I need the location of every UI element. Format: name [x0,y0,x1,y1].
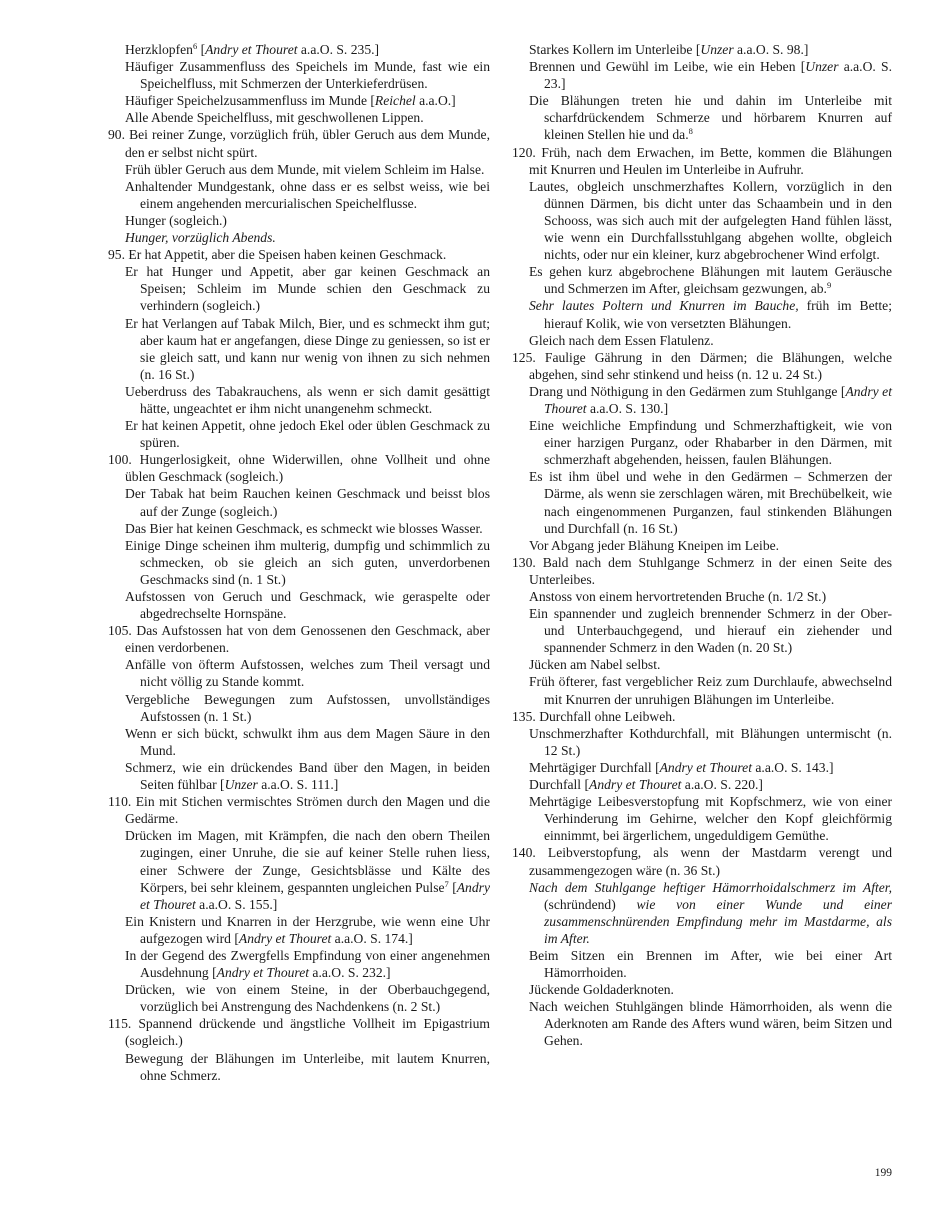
symptom-entry: Er hat keinen Appetit, ohne jedoch Ekel oder üblen Geschmack zu spüren. [125,418,490,451]
symptom-entry: Er hat Verlangen auf Tabak Milch, Bier, und es schmeckt ihm gut; aber kaum hat er angefangen, diese Dinge zu geniessen, so ist er sie gleich satt, und kann nur wenig von ihnen zu sich nehmen (n. 16 St.) [125,315,490,382]
symptom-entry: Eine weichliche Empfindung und Schmerzhaftigkeit, wie von einer harzigen Purganz, oder Rhabarber in den Därmen, mit schmerzhaft abgehenden, heissen, faulen Blähungen. [529,418,892,468]
symptom-entry: Gleich nach dem Essen Flatulenz. [529,332,714,348]
symptom-entry: Anstoss von einem hervortretenden Bruche (n. 1/2 St.) [529,589,827,604]
symptom-entry: Häufiger Speichelzusammenfluss im Munde [Reichel a.a.O.] [125,93,456,109]
symptom-entry: Jücken am Nabel selbst. [529,657,661,673]
symptom-entry: Nach weichen Stuhlgängen blinde Hämorrhoiden, als wenn die Aderknoten am Rande des Afters wund wären, beim Sitzen und Gehen. [529,999,892,1049]
numbered-entry: 130. Bald nach dem Stuhlgange Schmerz in der einen Seite des Unterleibes. [512,554,892,587]
symptom-entry: Ein Knistern und Knarren in der Herzgrube, wie wenn eine Uhr aufgezogen wird [Andry et Thouret a.a.O. S. 174.] [125,913,490,946]
symptom-entry: Drang und Nöthigung in den Gedärmen zum Stuhlgange [Andry et Thouret a.a.O. S. 130.] [529,383,892,416]
symptom-entry: Er hat Hunger und Appetit, aber gar keinen Geschmack an Speisen; Schleim im Munde schien den Geschmack zu verhindern (sogleich.) [125,264,490,314]
symptom-entry: Hunger, vorzüglich Abends. [125,230,276,246]
symptom-entry: In der Gegend des Zwergfells Empfindung von einer angenehmen Ausdehnung [Andry et Thouret a.a.O. S. 232.] [125,947,490,981]
symptom-entry: Hunger (sogleich.) [125,212,227,228]
symptom-entry: Unschmerzhafter Kothdurchfall, mit Blähungen untermischt (n. 12 St.) [529,725,892,758]
symptom-entry: Mehrtägige Leibesverstopfung mit Kopfschmerz, wie von einer Verhinderung im Gehirne, welcher den Kopf gleichförmig einnimmt, bei ärgerlichem, ungeduldigem Gemüthe. [529,794,892,844]
symptom-entry: Ueberdruss des Tabakrauchens, als wenn er sich damit gesättigt hätte, ungeachtet er ihm nicht unangenehm schmeckt. [125,383,490,416]
symptom-entry: Herzklopfen$^6$ [Andry et Thouret a.a.O. S. 235.] [125,41,380,57]
numbered-entry: 90. Bei reiner Zunge, vorzüglich früh, übler Geruch aus dem Munde, den er selbst nicht spürt. [108,127,490,160]
symptom-entry: Anfälle von öfterm Aufstossen, welches zum Theil versagt und nicht völlig zu Stande kommt. [125,657,490,690]
symptom-entry: Einige Dinge scheinen ihm multerig, dumpfig und schimmlich zu schmecken, ob sie gleich an sich guten, unverdorbenen Geschmacks sind (n. 1 St.) [125,537,490,587]
numbered-entry: 100. Hungerlosigkeit, ohne Widerwillen, ohne Vollheit und ohne üblen Geschmack (sogleich.) [108,452,490,485]
symptom-entry: Alle Abende Speichelfluss, mit geschwollenen Lippen. [125,110,424,126]
numbered-entry: 115. Spannend drückende und ängstliche Vollheit im Epigastrium (sogleich.) [108,1016,490,1049]
symptom-entry: Wenn er sich bückt, schwulkt ihm aus dem Magen Säure in den Mund. [125,725,490,758]
numbered-entry: 110. Ein mit Stichen vermischtes Strömen durch den Magen und die Gedärme. [108,794,490,827]
symptom-entry: Mehrtägiger Durchfall [Andry et Thouret a.a.O. S. 143.] [529,759,834,775]
symptom-entry: Beim Sitzen ein Brennen im After, wie bei einer Art Hämorrhoiden. [529,947,892,981]
symptom-entry: Sehr lautes Poltern und Knurren im Bauche, früh im Bette; hierauf Kolik, wie von versetzten Blähungen. [529,298,892,331]
symptom-entry: Bewegung der Blähungen im Unterleibe, mit lautem Knurren, ohne Schmerz. [125,1050,490,1083]
right-column [512,41,892,1050]
symptom-entry: Ein spannender und zugleich brennender Schmerz in der Ober- und Unterbauchgegend, und hierauf ein ziehender und spannender Schmerz in den Waden (n. 20 St.) [529,606,892,656]
numbered-entry: 120. Früh, nach dem Erwachen, im Bette, kommen die Blähungen mit Knurren und Heulen im Unterleibe in Aufruhr. [512,144,892,177]
symptom-entry: Das Bier hat keinen Geschmack, es schmeckt wie blosses Wasser. [125,520,483,536]
symptom-entry: Nach dem Stuhlgange heftiger Hämorrhoidalschmerz im After, (schründend) wie von einer Wunde und einer zusammenschnürenden Empfindung mehr im Mastdarme, als im After. [529,879,893,946]
symptom-entry: Brennen und Gewühl im Leibe, wie ein Heben [Unzer a.a.O. S. 23.] [529,59,892,92]
symptom-entry: Schmerz, wie ein drückendes Band über den Magen, in beiden Seiten fühlbar [Unzer a.a.O. S. 111.] [125,759,490,793]
symptom-entry: Die Blähungen treten hie und dahin im Unterleibe mit scharfdrückendem Schmerze und hörbarem Knurren auf kleinen Stellen hie und da.$^8$ [529,93,892,143]
symptom-entry: Anhaltender Mundgestank, ohne dass er es selbst weiss, wie bei einem angehenden mercurialischen Speichelflusse. [125,178,490,211]
symptom-entry: Früh öfterer, fast vergeblicher Reiz zum Durchlaufe, abwechselnd mit Knurren der unruhigen Blähungen im Unterleibe. [529,674,892,707]
symptom-entry: Es gehen kurz abgebrochene Blähungen mit lautem Geräusche und Schmerzen im After, gleichsam gezwungen, ab.$^9$ [529,264,892,297]
numbered-entry: 105. Das Aufstossen hat von dem Genossenen den Geschmack, aber einen verdorbenen. [108,623,490,656]
symptom-entry: Drücken im Magen, mit Krämpfen, die nach den obern Theilen zugingen, einer Unruhe, die sie auf keiner Stelle ruhen liess, einer Schwere der Zunge, Gesichtsblässe und Kälte des Körpers, bei sehr kleinem, gespannten ungleichen Pulse$^7$ [Andry et Thouret a.a.O. S. 155.] [125,828,490,912]
symptom-entry: Jückende Goldaderknoten. [529,982,674,998]
symptom-entry: Früh übler Geruch aus dem Munde, mit vielem Schleim im Halse. [125,161,485,177]
numbered-entry: 125. Faulige Gährung in den Därmen; die Blähungen, welche abgehen, sind sehr stinkend und heiss (n. 12 u. 24 St.) [512,349,892,382]
symptom-entry: Lautes, obgleich unschmerzhaftes Kollern, vorzüglich in den dünnen Därmen, bis dicht unter das Schaambein und in den Schooss, was sich auch mit der aufgelegten Hand fühlen lässt, wie wenn ein Durchfallsstuhlgang abgehen wollte, obgleich nichts, oder nur ein kleiner, kurz abgebrochener Wind erfolgt. [529,178,892,263]
symptom-entry: Starkes Kollern im Unterleibe [Unzer a.a.O. S. 98.] [529,42,809,57]
symptom-entry: Aufstossen von Geruch und Geschmack, wie geraspelte oder abgedrechselte Hornspäne. [125,589,490,622]
symptom-entry: Der Tabak hat beim Rauchen keinen Geschmack und beisst blos auf der Zunge (sogleich.) [125,486,490,519]
symptom-entry: Durchfall [Andry et Thouret a.a.O. S. 220.] [529,777,763,793]
symptom-entry: Häufiger Zusammenfluss des Speichels im Munde, fast wie ein Speichelfluss, mit Schmerzen der Unterkieferdrüsen. [125,59,490,92]
numbered-entry: 95. Er hat Appetit, aber die Speisen haben keinen Geschmack. [108,247,447,263]
symptom-entry: Es ist ihm übel und wehe in den Gedärmen – Schmerzen der Därme, als wenn sie zerschlagen wären, mit Brechübelkeit, wie nach eingenommenen Purganzen, faul stinkenden Blähungen und Durchfall (n. 16 St.) [529,469,892,536]
symptom-entry: Drücken, wie von einem Steine, in der Oberbauchgegend, vorzüglich bei Anstrengung des Nachdenkens (n. 2 St.) [125,982,490,1015]
numbered-entry: 140. Leibverstopfung, als wenn der Mastdarm verengt und zusammengezogen wäre (n. 36 St.) [512,845,892,878]
left-column [108,41,490,1084]
symptom-entry: Vor Abgang jeder Blähung Kneipen im Leibe. [529,537,780,553]
page-number: 199 [874,1167,892,1179]
numbered-entry: 135. Durchfall ohne Leibweh. [512,708,676,724]
symptom-entry: Vergebliche Bewegungen zum Aufstossen, unvollständiges Aufstossen (n. 1 St.) [125,691,490,724]
